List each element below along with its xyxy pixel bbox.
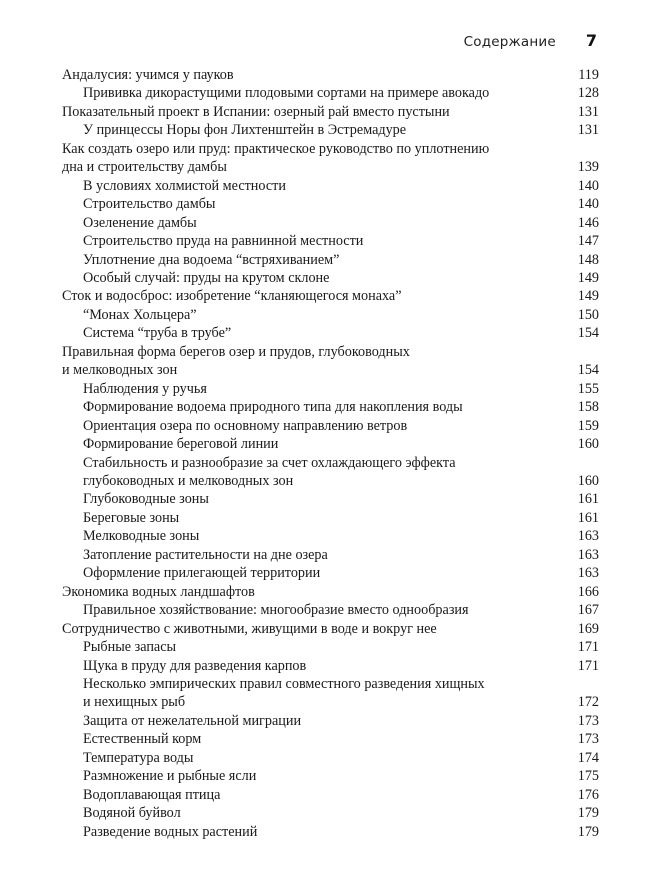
toc-entry-title: [62, 546, 599, 564]
toc-entry-title-line: Несколько эмпирических правил совместного разведения хищных: [83, 675, 485, 692]
toc-section-entry: [62, 490, 599, 508]
toc-page-number: 160: [577, 472, 599, 489]
toc-section-entry: [62, 435, 599, 453]
toc-entry-title-line: Андалусия: учимся у пауков: [62, 67, 234, 83]
toc-entry-title-line: Береговые зоны: [83, 509, 180, 526]
table-of-contents: [62, 66, 599, 841]
toc-page-number: 161: [577, 509, 599, 526]
toc-section-entry: [62, 454, 599, 491]
toc-entry-title: [62, 343, 599, 380]
toc-entry-title: [62, 767, 599, 785]
toc-page-number: 131: [577, 122, 599, 139]
toc-page-number: 179: [577, 805, 599, 822]
toc-section-entry: [62, 564, 599, 582]
toc-entry-title: [62, 195, 599, 213]
toc-entry-title-line: Особый случай: пруды на крутом склоне: [83, 269, 330, 286]
toc-page-number: 163: [577, 528, 599, 545]
toc-entry-title: [62, 66, 599, 84]
toc-section-entry: [62, 324, 599, 342]
toc-entry-title: [62, 638, 599, 656]
toc-page-number: 128: [577, 85, 599, 102]
toc-entry-title-line: Сотрудничество с животными, живущими в воде и вокруг нее: [62, 620, 437, 637]
toc-page-number: 140: [577, 196, 599, 213]
page-number: 7: [585, 31, 597, 50]
toc-page-number: 146: [577, 214, 599, 231]
toc-section-entry: [62, 804, 599, 822]
toc-entry-title-line: Экономика водных ландшафтов: [62, 583, 255, 600]
toc-section-entry: [62, 214, 599, 232]
toc-page-number: 167: [577, 602, 599, 619]
toc-page-number: 154: [577, 325, 599, 342]
toc-chapter-entry: [62, 620, 599, 638]
toc-page-number: 155: [577, 380, 599, 397]
toc-entry-title: [62, 177, 599, 195]
toc-section-entry: [62, 232, 599, 250]
toc-section-entry: [62, 527, 599, 545]
toc-entry-title: [62, 823, 599, 841]
toc-entry-title-line: Как создать озеро или пруд: практическое руководство по уплотнению: [62, 140, 490, 157]
toc-section-entry: [62, 712, 599, 730]
toc-chapter-entry: [62, 343, 599, 380]
toc-page-number: 119: [578, 67, 599, 83]
toc-entry-title: [62, 103, 599, 121]
toc-section-entry: [62, 823, 599, 841]
toc-chapter-entry: [62, 287, 599, 305]
toc-entry-title-line: Уплотнение дна водоема “встряхиванием”: [83, 251, 340, 268]
toc-section-entry: [62, 638, 599, 656]
toc-entry-title-line: Щука в пруду для разведения карпов: [83, 657, 307, 674]
toc-section-entry: [62, 509, 599, 527]
toc-page-number: 179: [577, 823, 599, 840]
toc-entry-title: [62, 454, 599, 491]
toc-section-entry: [62, 306, 599, 324]
toc-entry-title: [62, 324, 599, 342]
toc-section-entry: [62, 786, 599, 804]
toc-section-entry: [62, 417, 599, 435]
toc-entry-title-line: Прививка дикорастущими плодовыми сортами на примере авокадо: [83, 85, 490, 102]
toc-entry-title-line: Озеленение дамбы: [83, 214, 197, 231]
toc-entry-title-line: Разведение водных растений: [83, 823, 258, 840]
toc-page-number: 169: [577, 620, 599, 637]
toc-entry-title-line: Система “труба в трубе”: [83, 325, 232, 342]
toc-entry-title: [62, 527, 599, 545]
toc-entry-title: [62, 509, 599, 527]
toc-page-number: 131: [577, 103, 599, 120]
toc-entry-title-line: Естественный корм: [83, 731, 202, 748]
toc-page-number: 163: [577, 546, 599, 563]
toc-entry-title-line: Водоплавающая птица: [83, 786, 221, 803]
toc-page-number: 166: [577, 583, 599, 600]
toc-entry-title-line: Затопление растительности на дне озера: [83, 546, 328, 563]
toc-entry-title-line: Температура воды: [83, 749, 194, 766]
toc-section-entry: [62, 749, 599, 767]
toc-section-entry: [62, 657, 599, 675]
toc-entry-title-line: Формирование водоема природного типа для накопления воды: [83, 399, 463, 416]
toc-entry-title-line: Строительство дамбы: [83, 196, 216, 213]
toc-entry-title: [62, 121, 599, 139]
toc-entry-title: [62, 398, 599, 416]
toc-entry-title: [62, 140, 599, 177]
toc-page-number: 171: [577, 639, 599, 656]
toc-entry-title: [62, 657, 599, 675]
toc-section-entry: [62, 380, 599, 398]
toc-entry-title: [62, 749, 599, 767]
toc-section-entry: [62, 730, 599, 748]
toc-entry-title: [62, 417, 599, 435]
toc-entry-title-line: Правильное хозяйствование: многообразие вместо однообразия: [83, 602, 469, 619]
toc-page-number: 173: [577, 712, 599, 729]
toc-section-entry: [62, 398, 599, 416]
toc-page-number: 161: [577, 491, 599, 508]
toc-entry-title-line: дна и строительству дамбы: [62, 159, 227, 176]
running-head: [464, 31, 597, 50]
toc-chapter-entry: [62, 103, 599, 121]
toc-entry-title: [62, 251, 599, 269]
toc-entry-title: [62, 306, 599, 324]
toc-entry-title-line: Водяной буйвол: [83, 805, 181, 822]
toc-page-number: 154: [577, 362, 599, 379]
toc-page-number: 159: [577, 417, 599, 434]
toc-entry-title: [62, 380, 599, 398]
toc-entry-title-line: и нехищных рыб: [83, 694, 186, 711]
toc-page-number: 163: [577, 565, 599, 582]
toc-page-number: 140: [577, 177, 599, 194]
toc-entry-title: [62, 583, 599, 601]
toc-entry-title: [62, 214, 599, 232]
toc-entry-title: [62, 490, 599, 508]
toc-page-number: 149: [577, 288, 599, 305]
toc-entry-title-line: В условиях холмистой местности: [83, 177, 286, 194]
toc-entry-title: [62, 287, 599, 305]
toc-section-entry: [62, 177, 599, 195]
toc-section-entry: [62, 84, 599, 102]
toc-entry-title: [62, 620, 599, 638]
toc-section-entry: [62, 269, 599, 287]
toc-entry-title-line: Глубоководные зоны: [83, 491, 209, 508]
toc-page-number: 150: [577, 306, 599, 323]
toc-entry-title-line: Показательный проект в Испании: озерный рай вместо пустыни: [62, 103, 450, 120]
toc-entry-title-line: Рыбные запасы: [83, 639, 177, 656]
toc-page-number: 172: [577, 694, 599, 711]
toc-entry-title-line: Строительство пруда на равнинной местности: [83, 233, 364, 250]
toc-entry-title-line: Правильная форма берегов озер и прудов, глубоководных: [62, 343, 410, 360]
toc-entry-title-line: Наблюдения у ручья: [83, 380, 207, 397]
toc-page-number: 149: [577, 269, 599, 286]
toc-entry-title-line: Размножение и рыбные ясли: [83, 768, 257, 785]
toc-section-entry: [62, 767, 599, 785]
toc-entry-title: [62, 601, 599, 619]
toc-page-number: 139: [577, 159, 599, 176]
toc-entry-title-line: Ориентация озера по основному направлению ветров: [83, 417, 408, 434]
toc-entry-title-line: Мелководные зоны: [83, 528, 200, 545]
toc-page-number: 160: [577, 436, 599, 453]
toc-entry-title: [62, 804, 599, 822]
toc-section-entry: [62, 251, 599, 269]
toc-entry-title-line: Сток и водосброс: изобретение “кланяющегося монаха”: [62, 288, 402, 305]
toc-page-number: 176: [577, 786, 599, 803]
toc-page-number: 171: [577, 657, 599, 674]
toc-entry-title-line: Формирование береговой линии: [83, 436, 279, 453]
toc-entry-title: [62, 84, 599, 102]
toc-page-number: 147: [577, 233, 599, 250]
toc-entry-title-line: и мелководных зон: [62, 362, 178, 379]
toc-entry-title-line: Стабильность и разнообразие за счет охлаждающего эффекта: [83, 454, 456, 471]
toc-section-entry: [62, 675, 599, 712]
toc-section-entry: [62, 546, 599, 564]
toc-section-entry: [62, 601, 599, 619]
toc-entry-title: [62, 269, 599, 287]
toc-entry-title-line: глубоководных и мелководных зон: [83, 472, 294, 489]
toc-entry-title-line: Оформление прилегающей территории: [83, 565, 321, 582]
toc-entry-title-line: Защита от нежелательной миграции: [83, 712, 302, 729]
toc-entry-title: [62, 730, 599, 748]
toc-entry-title: [62, 232, 599, 250]
toc-chapter-entry: [62, 140, 599, 177]
section-title: Содержание: [463, 34, 556, 50]
toc-entry-title-line: У принцессы Норы фон Лихтенштейн в Эстремадуре: [83, 122, 407, 139]
toc-entry-title: [62, 712, 599, 730]
toc-entry-title: [62, 564, 599, 582]
toc-entry-title-line: “Монах Хольцера”: [83, 306, 197, 323]
toc-entry-title: [62, 786, 599, 804]
toc-page-number: 175: [577, 768, 599, 785]
toc-page-number: 148: [577, 251, 599, 268]
toc-chapter-entry: [62, 583, 599, 601]
toc-chapter-entry: [62, 66, 599, 84]
toc-section-entry: [62, 195, 599, 213]
toc-entry-title: [62, 675, 599, 712]
toc-entry-title: [62, 435, 599, 453]
toc-section-entry: [62, 121, 599, 139]
toc-page-number: 174: [577, 749, 599, 766]
toc-page-number: 173: [577, 731, 599, 748]
toc-page-number: 158: [577, 399, 599, 416]
